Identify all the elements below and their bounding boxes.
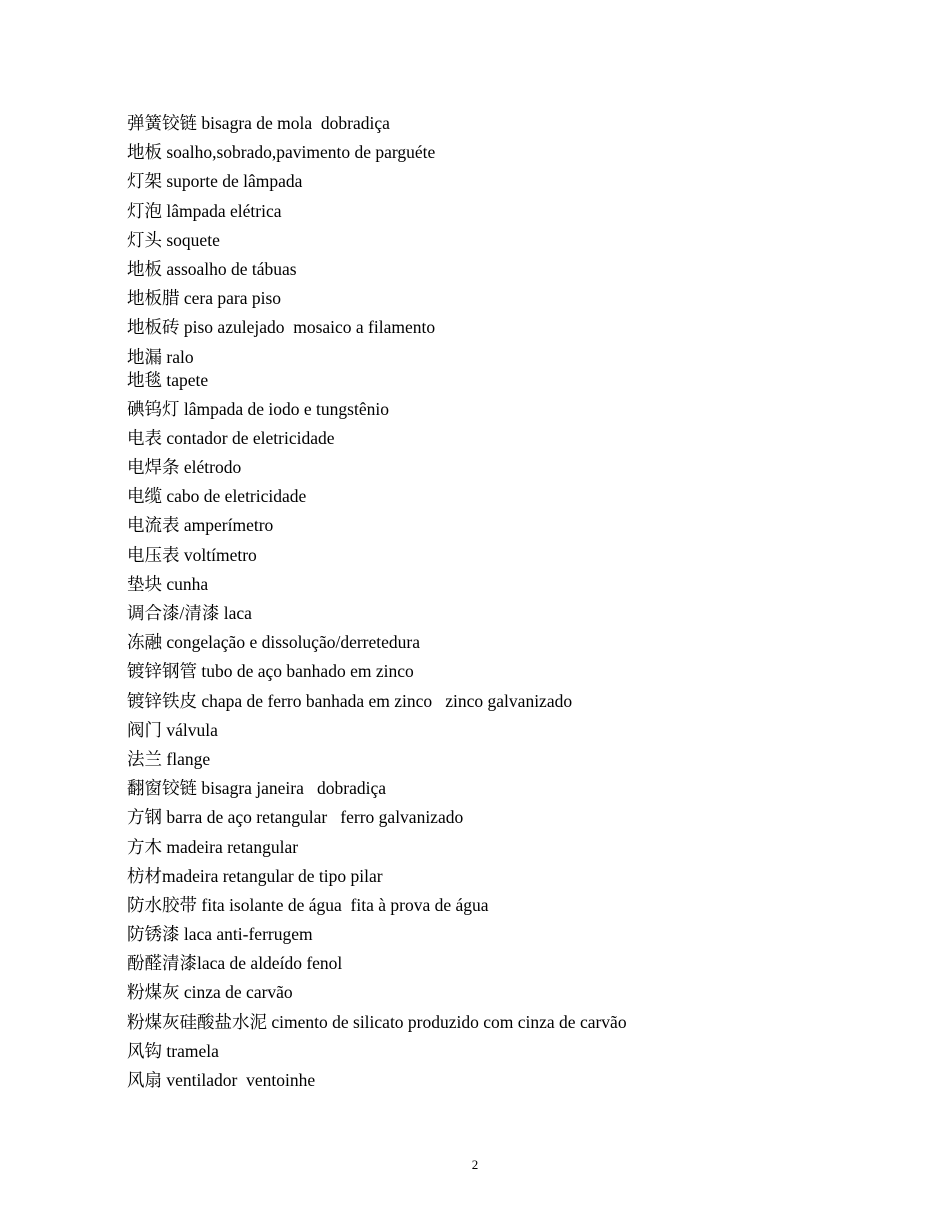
glossary-entry: 镀锌钢管 tubo de aço banhado em zinco (127, 661, 414, 682)
glossary-entry: 枋材madeira retangular de tipo pilar (127, 865, 383, 886)
glossary-entry: 地板腊 cera para piso (127, 288, 282, 309)
glossary-entry: 电缆 cabo de eletricidade (127, 486, 307, 507)
glossary-entry: 电焊条 elétrodo (127, 457, 242, 478)
glossary-entry: 垫块 cunha (127, 573, 209, 594)
glossary-entry: 电压表 voltímetro (127, 544, 257, 565)
glossary-entry: 灯泡 lâmpada elétrica (127, 200, 282, 221)
glossary-entry: 方钢 barra de aço retangular ferro galvanizado (127, 807, 464, 828)
glossary-entry: 地板 assoalho de tábuas (127, 258, 297, 279)
glossary-entry: 风钩 tramela (127, 1040, 219, 1061)
glossary-entry: 翻窗铰链 bisagra janeira dobradiça (127, 778, 387, 799)
glossary-entry: 调合漆/清漆 laca (127, 603, 252, 623)
glossary-entries (127, 113, 907, 1099)
glossary-entry: 弹簧铰链 bisagra de mola dobradiça (127, 113, 390, 133)
glossary-entry: 地毯 tapete (127, 369, 209, 390)
glossary-entry: 粉煤灰 cinza de carvão (127, 982, 293, 1003)
glossary-entry: 镀锌铁皮 chapa de ferro banhada em zinco zinco galvanizado (127, 690, 573, 711)
page-number: 2 (471, 1157, 479, 1172)
glossary-entry: 防水胶带 fita isolante de água fita à prova de água (127, 894, 489, 915)
glossary-entry: 粉煤灰硅酸盐水泥 cimento de silicato produzido com cinza de carvão (127, 1011, 627, 1032)
glossary-entry: 碘钨灯 lâmpada de iodo e tungstênio (127, 398, 389, 419)
glossary-entry: 防锈漆 laca anti-ferrugem (127, 924, 313, 945)
glossary-entry: 地板砖 piso azulejado mosaico a filamento (127, 317, 436, 338)
glossary-entry: 灯头 soquete (127, 229, 220, 250)
glossary-entry: 地板 soalho,sobrado,pavimento de parguéte (127, 142, 436, 163)
glossary-entry: 冻融 congelação e dissolução/derretedura (127, 632, 420, 653)
glossary-entry: 灯架 suporte de lâmpada (127, 171, 303, 192)
glossary-entry: 阀门 válvula (127, 719, 218, 740)
glossary-entry: 风扇 ventilador ventoinhe (127, 1070, 316, 1090)
glossary-entry: 酚醛清漆laca de aldeído fenol (127, 953, 343, 974)
glossary-entry: 方木 madeira retangular (127, 836, 299, 857)
glossary-entry: 电流表 amperímetro (127, 515, 274, 536)
glossary-entry: 法兰 flange (127, 748, 211, 769)
glossary-entry: 地漏 ralo (127, 346, 194, 367)
glossary-entry: 电表 contador de eletricidade (127, 427, 335, 448)
